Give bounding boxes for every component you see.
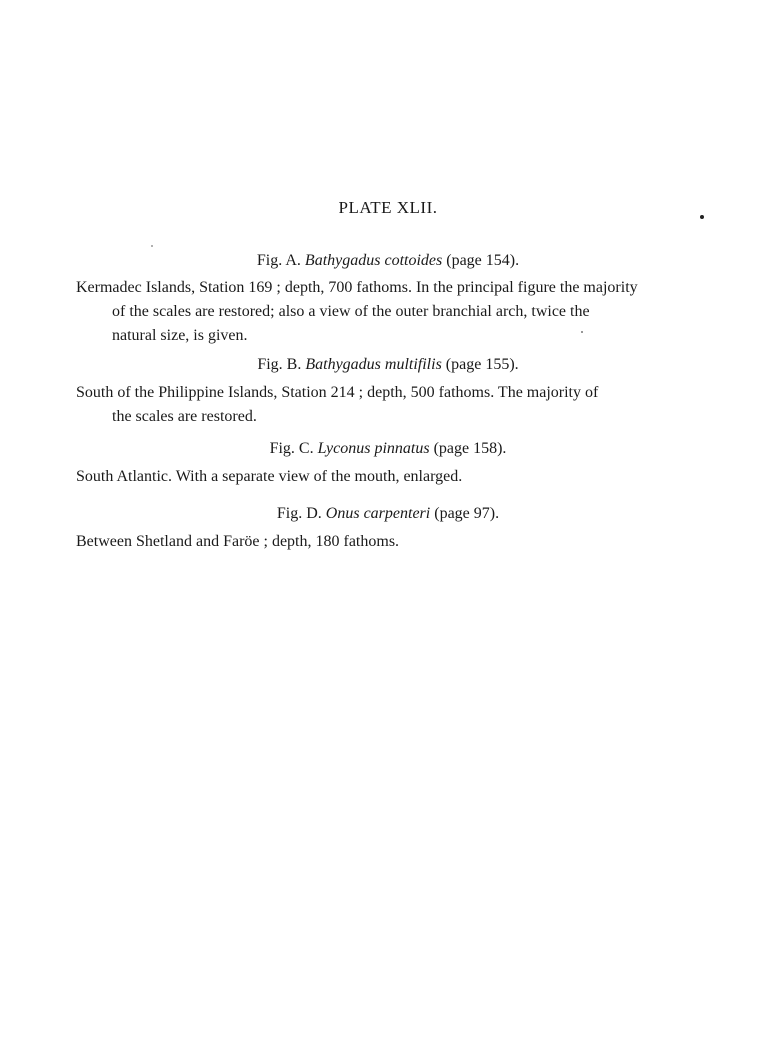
fig-c-page-ref: (page 158). (433, 440, 507, 457)
fig-d-description-line: Between Shetland and Faröe ; depth, 180 fathoms. (76, 533, 400, 550)
fig-b-description (76, 381, 714, 429)
fig-d-description (76, 530, 714, 554)
fig-a-description-line: natural size, is given. (112, 327, 248, 344)
fig-c-description-line: South Atlantic. With a separate view of the mouth, enlarged. (76, 468, 463, 485)
fig-b-description-line: the scales are restored. (112, 408, 257, 425)
fig-a-heading (0, 252, 776, 270)
fig-c-description (76, 465, 714, 489)
fig-a-description-line: of the scales are restored; also a view of the outer branchial arch, twice the (112, 303, 590, 320)
fig-a-description (76, 276, 714, 348)
ink-speck (581, 331, 583, 333)
fig-d-label: Fig. D. (276, 505, 322, 522)
fig-a-species: Bathygadus cottoides (304, 252, 443, 269)
fig-c-label: Fig. C. (269, 440, 314, 457)
fig-c-heading (0, 440, 776, 458)
fig-b-heading (0, 356, 776, 374)
fig-b-label: Fig. B. (257, 356, 302, 373)
fig-b-species: Bathygadus multifilis (305, 356, 442, 373)
ink-speck (151, 245, 153, 247)
fig-a-label: Fig. A. (256, 252, 301, 269)
fig-b-page-ref: (page 155). (445, 356, 519, 373)
ink-speck (700, 215, 704, 219)
fig-b-description-line: South of the Philippine Islands, Station 214 ; depth, 500 fathoms. The majority of (76, 384, 599, 401)
fig-d-species: Onus carpenteri (325, 505, 431, 522)
fig-a-description-line: Kermadec Islands, Station 169 ; depth, 700 fathoms. In the principal figure the majority (76, 279, 638, 296)
fig-d-page-ref: (page 97). (434, 505, 500, 522)
plate-title: PLATE XLII. (338, 198, 438, 217)
fig-d-heading (0, 505, 776, 523)
fig-a-page-ref: (page 154). (446, 252, 520, 269)
fig-c-species: Lyconus pinnatus (317, 440, 430, 457)
